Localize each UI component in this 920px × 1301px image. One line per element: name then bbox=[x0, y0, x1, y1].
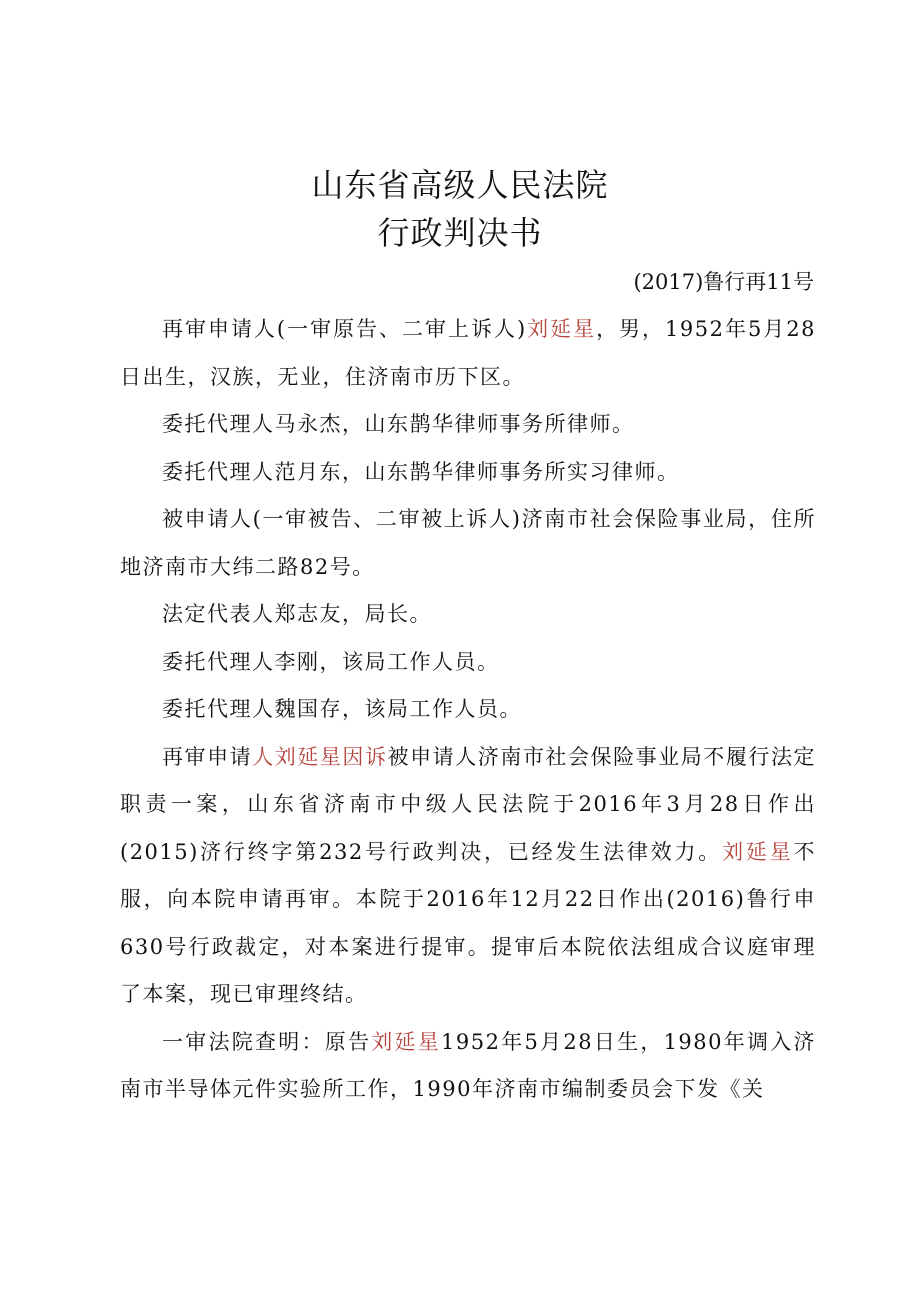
paragraph-text: 再审申请人(一审原告、二审上诉人) bbox=[162, 317, 527, 341]
paragraph-text: 被申请人济南市社会保险事业局不履行法定职责一案，山东省济南市中级人民法院于2016年3月28日作出(2015)济行终字第232号行政判决，已经发生法律效力。 bbox=[120, 744, 817, 864]
paragraph bbox=[120, 449, 816, 497]
highlighted-name-text: 刘延星 bbox=[526, 317, 597, 341]
paragraph-text: 不服，向本院申请再审。本院于2016年12月22日作出(2016)鲁行申630号行政裁定，对本案进行提审。提审后本院依法组成合议庭审理了本案，现已审理终结。 bbox=[120, 839, 817, 1006]
highlighted-name-text: 人刘延星因诉 bbox=[252, 744, 388, 769]
paragraph bbox=[120, 686, 816, 734]
case-number: (2017)鲁行再11号 bbox=[633, 270, 814, 294]
paragraph bbox=[120, 591, 816, 639]
paragraph bbox=[120, 734, 816, 1019]
paragraph-text: 委托代理人魏国存，该局工作人员。 bbox=[162, 697, 522, 721]
highlighted-name-text: 刘延星 bbox=[722, 839, 794, 864]
document-type-title: 行政判决书 bbox=[377, 214, 543, 252]
paragraph-text: 被申请人(一审被告、二审被上诉人)济南市社会保险事业局，住所地济南市大纬二路82号。 bbox=[120, 507, 816, 579]
paragraph-text: 委托代理人马永杰，山东鹊华律师事务所律师。 bbox=[162, 412, 635, 436]
paragraph bbox=[120, 496, 816, 591]
paragraph bbox=[120, 1019, 816, 1114]
paragraph-text: 再审申请 bbox=[162, 744, 253, 769]
paragraph-text: ，男，1952年5月28日出生，汉族，无业，住济南市历下区。 bbox=[120, 317, 816, 389]
paragraph bbox=[120, 401, 816, 449]
paragraph bbox=[120, 306, 816, 401]
paragraph-text: 委托代理人李刚，该局工作人员。 bbox=[162, 649, 500, 674]
judgment-body bbox=[120, 306, 816, 1114]
paragraph-text: 委托代理人范月东，山东鹊华律师事务所实习律师。 bbox=[162, 459, 680, 484]
paragraph bbox=[120, 639, 816, 687]
paragraph-text: 1952年5月28日生，1980年调入济南市半导体元件实验所工作，1990年济南市编制委员会下发《关 bbox=[120, 1029, 817, 1101]
paragraph-text: 一审法院查明：原告 bbox=[162, 1029, 372, 1054]
court-title: 山东省高级人民法院 bbox=[311, 166, 609, 204]
highlighted-name-text: 刘延星 bbox=[371, 1029, 442, 1054]
paragraph-text: 法定代表人郑志友，局长。 bbox=[162, 602, 432, 626]
